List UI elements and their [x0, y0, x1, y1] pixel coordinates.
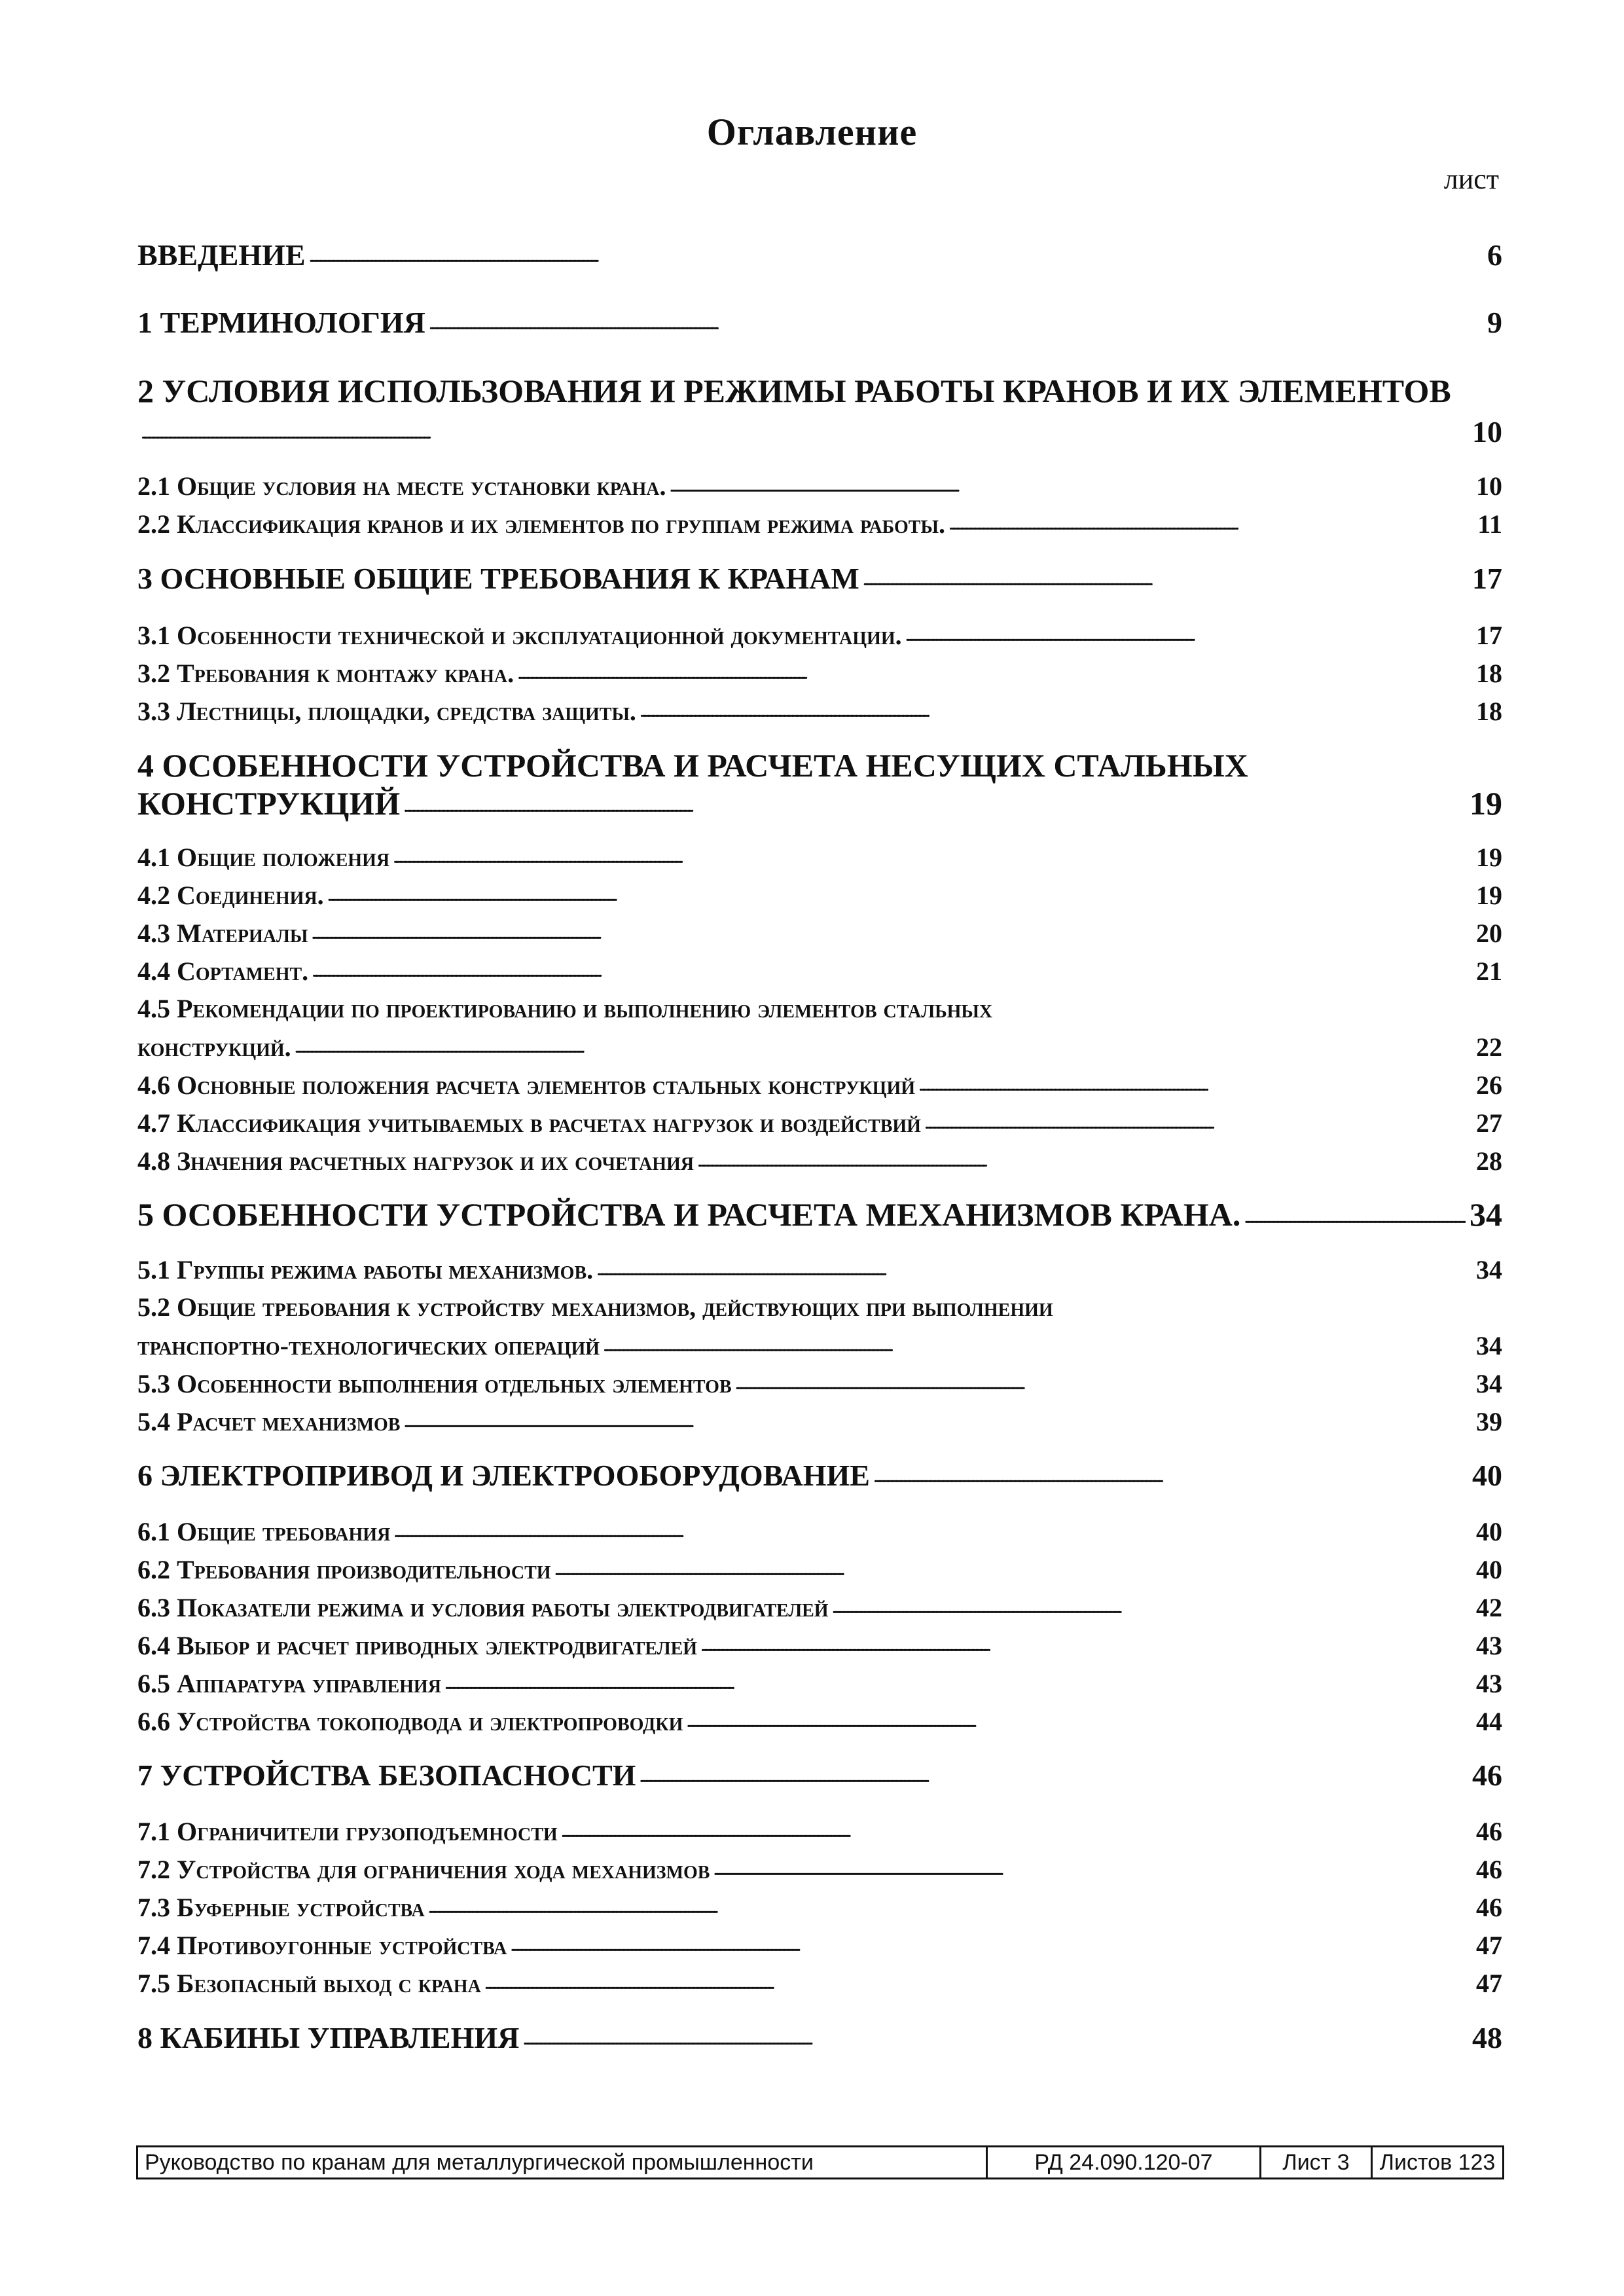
toc-entry-7-2[interactable]: [137, 1853, 1502, 1885]
dot-leader: [863, 560, 1466, 596]
dot-leader: [687, 1705, 1466, 1737]
toc-entry-page: 22: [1476, 1032, 1502, 1062]
dot-leader: [404, 1406, 1466, 1437]
toc-entry-4-5[interactable]: [137, 1031, 1502, 1063]
toc-entry-2[interactable]: [137, 414, 1502, 449]
toc-entry-page: 27: [1476, 1108, 1502, 1138]
toc-entry-title: ВВЕДЕНИЕ: [137, 238, 306, 272]
toc-entry-intro[interactable]: [137, 237, 1502, 272]
toc-entry-5-1[interactable]: [137, 1254, 1502, 1285]
dot-leader: [833, 1592, 1466, 1623]
toc-entry-page: 9: [1487, 306, 1502, 339]
toc-entry-4-4[interactable]: [137, 955, 1502, 987]
dot-leader: [736, 1368, 1466, 1399]
toc-entry-page: 40: [1476, 1517, 1502, 1546]
toc-entry-4-5-title[interactable]: 4.5 Рекомендации по проектированию и выполнению элементов стальных: [137, 994, 993, 1023]
dot-leader: [906, 619, 1466, 651]
toc-entry-page: 34: [1476, 1369, 1502, 1398]
toc-entry-title: 6.6 Устройства токоподвода и электропроводки: [137, 1707, 683, 1736]
toc-entry-4-1[interactable]: [137, 841, 1502, 873]
dot-leader: [597, 1254, 1466, 1285]
toc-entry-page: 18: [1476, 697, 1502, 726]
toc-entry-title: конструкций.: [137, 1032, 291, 1062]
toc-entry-page: 48: [1472, 2021, 1502, 2054]
dot-leader: [919, 1069, 1466, 1101]
toc-entry-title: 6.2 Требования производительности: [137, 1555, 551, 1584]
toc-entry-title: 5.4 Расчет механизмов: [137, 1407, 401, 1436]
toc-entry-title: КОНСТРУКЦИЙ: [137, 785, 401, 822]
toc-entry-7-5[interactable]: [137, 1967, 1502, 1999]
toc-entry-page: 17: [1476, 621, 1502, 650]
dot-leader: [312, 955, 1466, 987]
dot-leader: [1244, 1195, 1466, 1233]
toc-entry-6-1[interactable]: [137, 1516, 1502, 1547]
toc-entry-4-6[interactable]: [137, 1069, 1502, 1101]
toc-entry-4-7[interactable]: [137, 1107, 1502, 1139]
dot-leader: [429, 304, 1466, 340]
toc-entry-page: 10: [1476, 471, 1502, 501]
toc-entry-6[interactable]: [137, 1457, 1502, 1493]
dot-leader: [141, 414, 1466, 449]
toc-entry-6-4[interactable]: [137, 1630, 1502, 1661]
toc-entry-page: 19: [1476, 881, 1502, 910]
dot-leader: [394, 1516, 1466, 1547]
toc-entry-title: 7.4 Противоугонные устройства: [137, 1931, 507, 1960]
toc-entry-page: 39: [1476, 1407, 1502, 1436]
toc-entry-1[interactable]: [137, 304, 1502, 340]
toc-entry-page: 11: [1477, 509, 1502, 539]
toc-entry-title: 3.3 Лестницы, площадки, средства защиты.: [137, 697, 636, 726]
toc-entry-title: 6.5 Аппаратура управления: [137, 1669, 441, 1698]
toc-entry-title: 6.1 Общие требования: [137, 1517, 391, 1546]
toc-entry-page: 44: [1476, 1707, 1502, 1736]
toc-entry-title: 6 ЭЛЕКТРОПРИВОД И ЭЛЕКТРООБОРУДОВАНИЕ: [137, 1459, 870, 1492]
toc-entry-title: 4.1 Общие положения: [137, 843, 390, 872]
toc-entry-title: 4.6 Основные положения расчета элементов стальных конструкций: [137, 1070, 916, 1100]
toc-entry-title: 2.2 Классификация кранов и их элементов по группам режима работы.: [137, 509, 945, 539]
dot-leader: [555, 1554, 1466, 1585]
toc-entry-page: 17: [1472, 562, 1502, 595]
toc-entry-page: 21: [1476, 957, 1502, 986]
toc-entry-title: 1 ТЕРМИНОЛОГИЯ: [137, 306, 425, 339]
dot-leader: [310, 237, 1466, 272]
toc-entry-5-4[interactable]: [137, 1406, 1502, 1437]
toc-entry-title: транспортно-технологических операций: [137, 1331, 600, 1360]
toc-entry-title: 5.3 Особенности выполнения отдельных элементов: [137, 1369, 732, 1398]
dot-leader: [485, 1967, 1466, 1999]
footer-doc-name: Руководство по кранам для металлургической промышленности: [138, 2147, 988, 2178]
toc-entry-page: 47: [1476, 1931, 1502, 1960]
toc-entry-page: 6: [1487, 238, 1502, 272]
toc-entry-title: 5 ОСОБЕННОСТИ УСТРОЙСТВА И РАСЧЕТА МЕХАНИЗМОВ КРАНА.: [137, 1196, 1241, 1233]
toc-entry-5-2-title[interactable]: 5.2 Общие требования к устройству механизмов, действующих при выполнении: [137, 1292, 1053, 1322]
toc-entry-3-3[interactable]: [137, 695, 1502, 727]
footer-doc-code: РД 24.090.120-07: [988, 2147, 1261, 2178]
dot-leader: [640, 695, 1466, 727]
toc-entry-4[interactable]: [137, 784, 1502, 822]
toc-entry-page: 26: [1476, 1070, 1502, 1100]
dot-leader: [523, 2020, 1466, 2055]
toc-entry-6-6[interactable]: [137, 1705, 1502, 1737]
toc-entry-4-title[interactable]: 4 ОСОБЕННОСТИ УСТРОЙСТВА И РАСЧЕТА НЕСУЩИХ СТАЛЬНЫХ: [137, 747, 1248, 784]
toc-entry-page: 40: [1472, 1459, 1502, 1492]
dot-leader: [713, 1853, 1466, 1885]
toc-entry-7-1[interactable]: [137, 1815, 1502, 1847]
toc-entry-page: 46: [1476, 1893, 1502, 1922]
toc-entry-2-title[interactable]: 2 УСЛОВИЯ ИСПОЛЬЗОВАНИЯ И РЕЖИМЫ РАБОТЫ КРАНОВ И ИХ ЭЛЕМЕНТОВ: [137, 373, 1451, 409]
toc-entry-title: 7.3 Буферные устройства: [137, 1893, 425, 1922]
toc-entry-page: 20: [1476, 919, 1502, 948]
toc-entry-6-2[interactable]: [137, 1554, 1502, 1585]
dot-leader: [698, 1145, 1466, 1176]
toc-entry-page: 34: [1476, 1331, 1502, 1360]
toc-entry-page: 28: [1476, 1146, 1502, 1176]
toc-entry-page: 40: [1476, 1555, 1502, 1584]
toc-entry-page: 34: [1470, 1196, 1502, 1233]
toc-entry-page: 43: [1476, 1631, 1502, 1660]
dot-leader: [429, 1891, 1466, 1923]
title-block: [136, 2145, 1504, 2179]
dot-leader: [640, 1757, 1466, 1793]
dot-leader: [518, 657, 1466, 689]
toc-entry-3[interactable]: [137, 560, 1502, 596]
toc-entry-title: 7.1 Ограничители грузоподъемности: [137, 1817, 558, 1846]
toc-entry-title: 7 УСТРОЙСТВА БЕЗОПАСНОСТИ: [137, 1758, 636, 1792]
toc-entry-page: 34: [1476, 1255, 1502, 1285]
toc-entry-page: 10: [1472, 415, 1502, 448]
toc-entry-2-1[interactable]: [137, 470, 1502, 501]
toc-entry-7-3[interactable]: [137, 1891, 1502, 1923]
page-title: Оглавление: [706, 111, 918, 153]
toc-entry-title: 3.1 Особенности технической и эксплуатационной документации.: [137, 621, 902, 650]
toc-entry-page: 42: [1476, 1593, 1502, 1622]
toc-entry-title: 8 КАБИНЫ УПРАВЛЕНИЯ: [137, 2021, 520, 2054]
dot-leader: [445, 1667, 1466, 1699]
dot-leader: [701, 1630, 1466, 1661]
toc-entry-page: 19: [1476, 843, 1502, 872]
toc-entry-2-2[interactable]: [137, 508, 1502, 539]
toc-entry-5[interactable]: [137, 1195, 1502, 1233]
toc-entry-6-3[interactable]: [137, 1592, 1502, 1623]
dot-leader: [312, 917, 1466, 949]
toc-entry-title: 3 ОСНОВНЫЕ ОБЩИЕ ТРЕБОВАНИЯ К КРАНАМ: [137, 562, 859, 595]
toc-entry-title: 7.5 Безопасный выход с крана: [137, 1969, 481, 1998]
toc-entry-title: 7.2 Устройства для ограничения хода механизмов: [137, 1855, 710, 1884]
toc-entry-title: 6.3 Показатели режима и условия работы электродвигателей: [137, 1593, 829, 1622]
toc-entry-title: 5.1 Группы режима работы механизмов.: [137, 1255, 594, 1285]
dot-leader: [874, 1457, 1466, 1493]
toc-entry-page: 46: [1472, 1758, 1502, 1792]
dot-leader: [604, 1330, 1466, 1361]
toc-entry-title: 3.2 Требования к монтажу крана.: [137, 659, 514, 688]
dot-leader: [393, 841, 1466, 873]
toc-entry-4-2[interactable]: [137, 879, 1502, 911]
toc-entry-4-3[interactable]: [137, 917, 1502, 949]
footer-sheet-number: Лист 3: [1261, 2147, 1373, 2178]
dot-leader: [925, 1107, 1466, 1139]
dot-leader: [295, 1031, 1466, 1063]
toc-entry-page: 43: [1476, 1669, 1502, 1698]
toc-entry-7[interactable]: [137, 1757, 1502, 1793]
toc-entry-5-2[interactable]: [137, 1330, 1502, 1361]
toc-entry-6-5[interactable]: [137, 1667, 1502, 1699]
toc-entry-8[interactable]: [137, 2020, 1502, 2055]
toc-entry-page: 47: [1476, 1969, 1502, 1998]
dot-leader: [949, 508, 1466, 539]
dot-leader: [404, 784, 1466, 822]
dot-leader: [670, 470, 1466, 501]
toc-entry-title: 2.1 Общие условия на месте установки крана.: [137, 471, 666, 501]
toc-entry-page: 46: [1476, 1855, 1502, 1884]
toc-entry-page: 18: [1476, 659, 1502, 688]
toc-entry-7-4[interactable]: [137, 1929, 1502, 1961]
dot-leader: [511, 1929, 1466, 1961]
toc-entry-3-1[interactable]: [137, 619, 1502, 651]
dot-leader: [328, 879, 1466, 911]
toc-entry-title: 4.2 Соединения.: [137, 881, 324, 910]
toc-entry-title: 4.8 Значения расчетных нагрузок и их сочетания: [137, 1146, 694, 1176]
toc-entry-5-3[interactable]: [137, 1368, 1502, 1399]
toc-entry-page: 46: [1476, 1817, 1502, 1846]
footer-sheets-total: Листов 123: [1379, 2149, 1496, 2175]
toc-entry-title: 4.7 Классификация учитываемых в расчетах нагрузок и воздействий: [137, 1108, 921, 1138]
toc-entry-4-8[interactable]: [137, 1145, 1502, 1176]
toc-entry-title: 4.4 Сортамент.: [137, 957, 309, 986]
toc-entry-title: 6.4 Выбор и расчет приводных электродвигателей: [137, 1631, 698, 1660]
toc-entry-title: 4.3 Материалы: [137, 919, 308, 948]
toc-entry-3-2[interactable]: [137, 657, 1502, 689]
page-column-label: лист: [1443, 163, 1499, 195]
dot-leader: [562, 1815, 1466, 1847]
toc-entry-page: 19: [1470, 785, 1502, 822]
